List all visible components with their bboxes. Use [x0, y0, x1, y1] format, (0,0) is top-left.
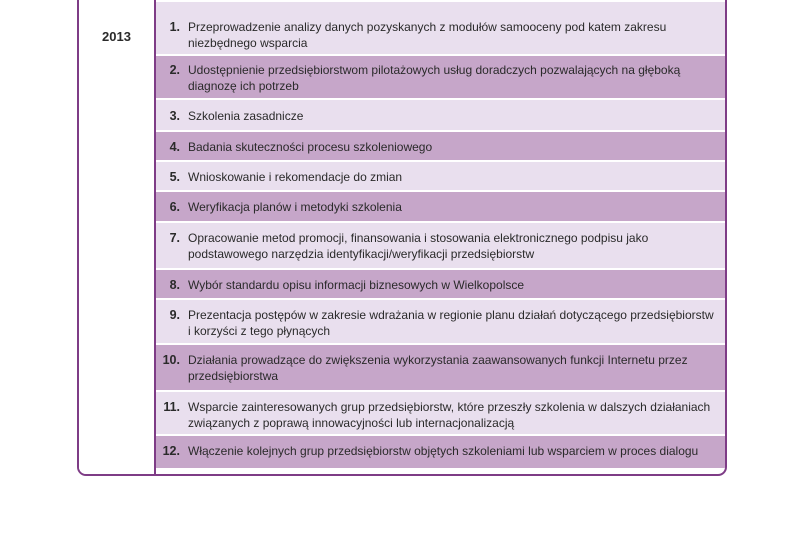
row-number: 7. [169, 231, 180, 245]
year-label: 2013 [102, 29, 131, 44]
row-text: Udostępnienie przedsiębiorstwom pilotażowych usług doradczych pozwalających na głęboką diagnozę ich potrzeb [188, 63, 681, 93]
table-row [156, 345, 725, 392]
year-column [79, 0, 156, 474]
table-row [156, 300, 725, 345]
row-text: Wybór standardu opisu informacji biznesowych w Wielkopolsce [188, 278, 525, 292]
table-row [156, 56, 725, 100]
row-number: 9. [169, 308, 180, 322]
table-row [156, 132, 725, 162]
row-text: Włączenie kolejnych grup przedsiębiorstw objętych szkoleniami lub wsparciem w proces dialogu [188, 444, 699, 458]
row-text: Wsparcie zainteresowanych grup przedsiębiorstw, które przeszły szkolenia w dalszych działaniach związanych z poprawą innowacyjności lub internacjonalizacją [188, 400, 711, 430]
table-row [156, 436, 725, 468]
table-row [156, 2, 725, 56]
row-number: 11. [163, 400, 180, 414]
table-row [156, 100, 725, 132]
row-number: 6. [169, 200, 180, 214]
row-text: Weryfikacja planów i metodyki szkolenia [188, 200, 402, 214]
row-text: Działania prowadzące do zwiększenia wykorzystania zaawansowanych funkcji Internetu przez przedsiębiorstwa [188, 353, 688, 383]
table-row [156, 192, 725, 223]
task-list [156, 2, 725, 468]
row-number: 10. [162, 353, 180, 367]
row-number: 4. [169, 140, 180, 154]
table-row [156, 162, 725, 192]
row-number: 3. [169, 109, 180, 123]
row-text: Wnioskowanie i rekomendacje do zmian [188, 170, 403, 184]
table-row [156, 392, 725, 436]
row-number: 12. [162, 444, 180, 458]
row-number: 1. [169, 20, 180, 34]
table-row [156, 223, 725, 270]
row-text: Szkolenia zasadnicze [188, 109, 304, 123]
row-number: 2. [169, 63, 180, 77]
row-text: Badania skuteczności procesu szkoleniowego [188, 140, 433, 154]
table-row [156, 270, 725, 300]
row-text: Przeprowadzenie analizy danych pozyskanych z modułów samooceny pod katem zakresu niezbędnego wsparcia [188, 20, 667, 50]
row-number: 8. [169, 278, 180, 292]
row-number: 5. [169, 170, 180, 184]
row-text: Opracowanie metod promocji, finansowania i stosowania elektronicznego podpisu jako podstawowego narzędzia identyfikacji/weryfikacji przedsiębiorstw [188, 231, 649, 261]
schedule-table [77, 0, 727, 476]
row-text: Prezentacja postępów w zakresie wdrażania w regionie planu działań dotyczącego przedsiębiorstw i korzyści z tego płynących [188, 308, 714, 338]
